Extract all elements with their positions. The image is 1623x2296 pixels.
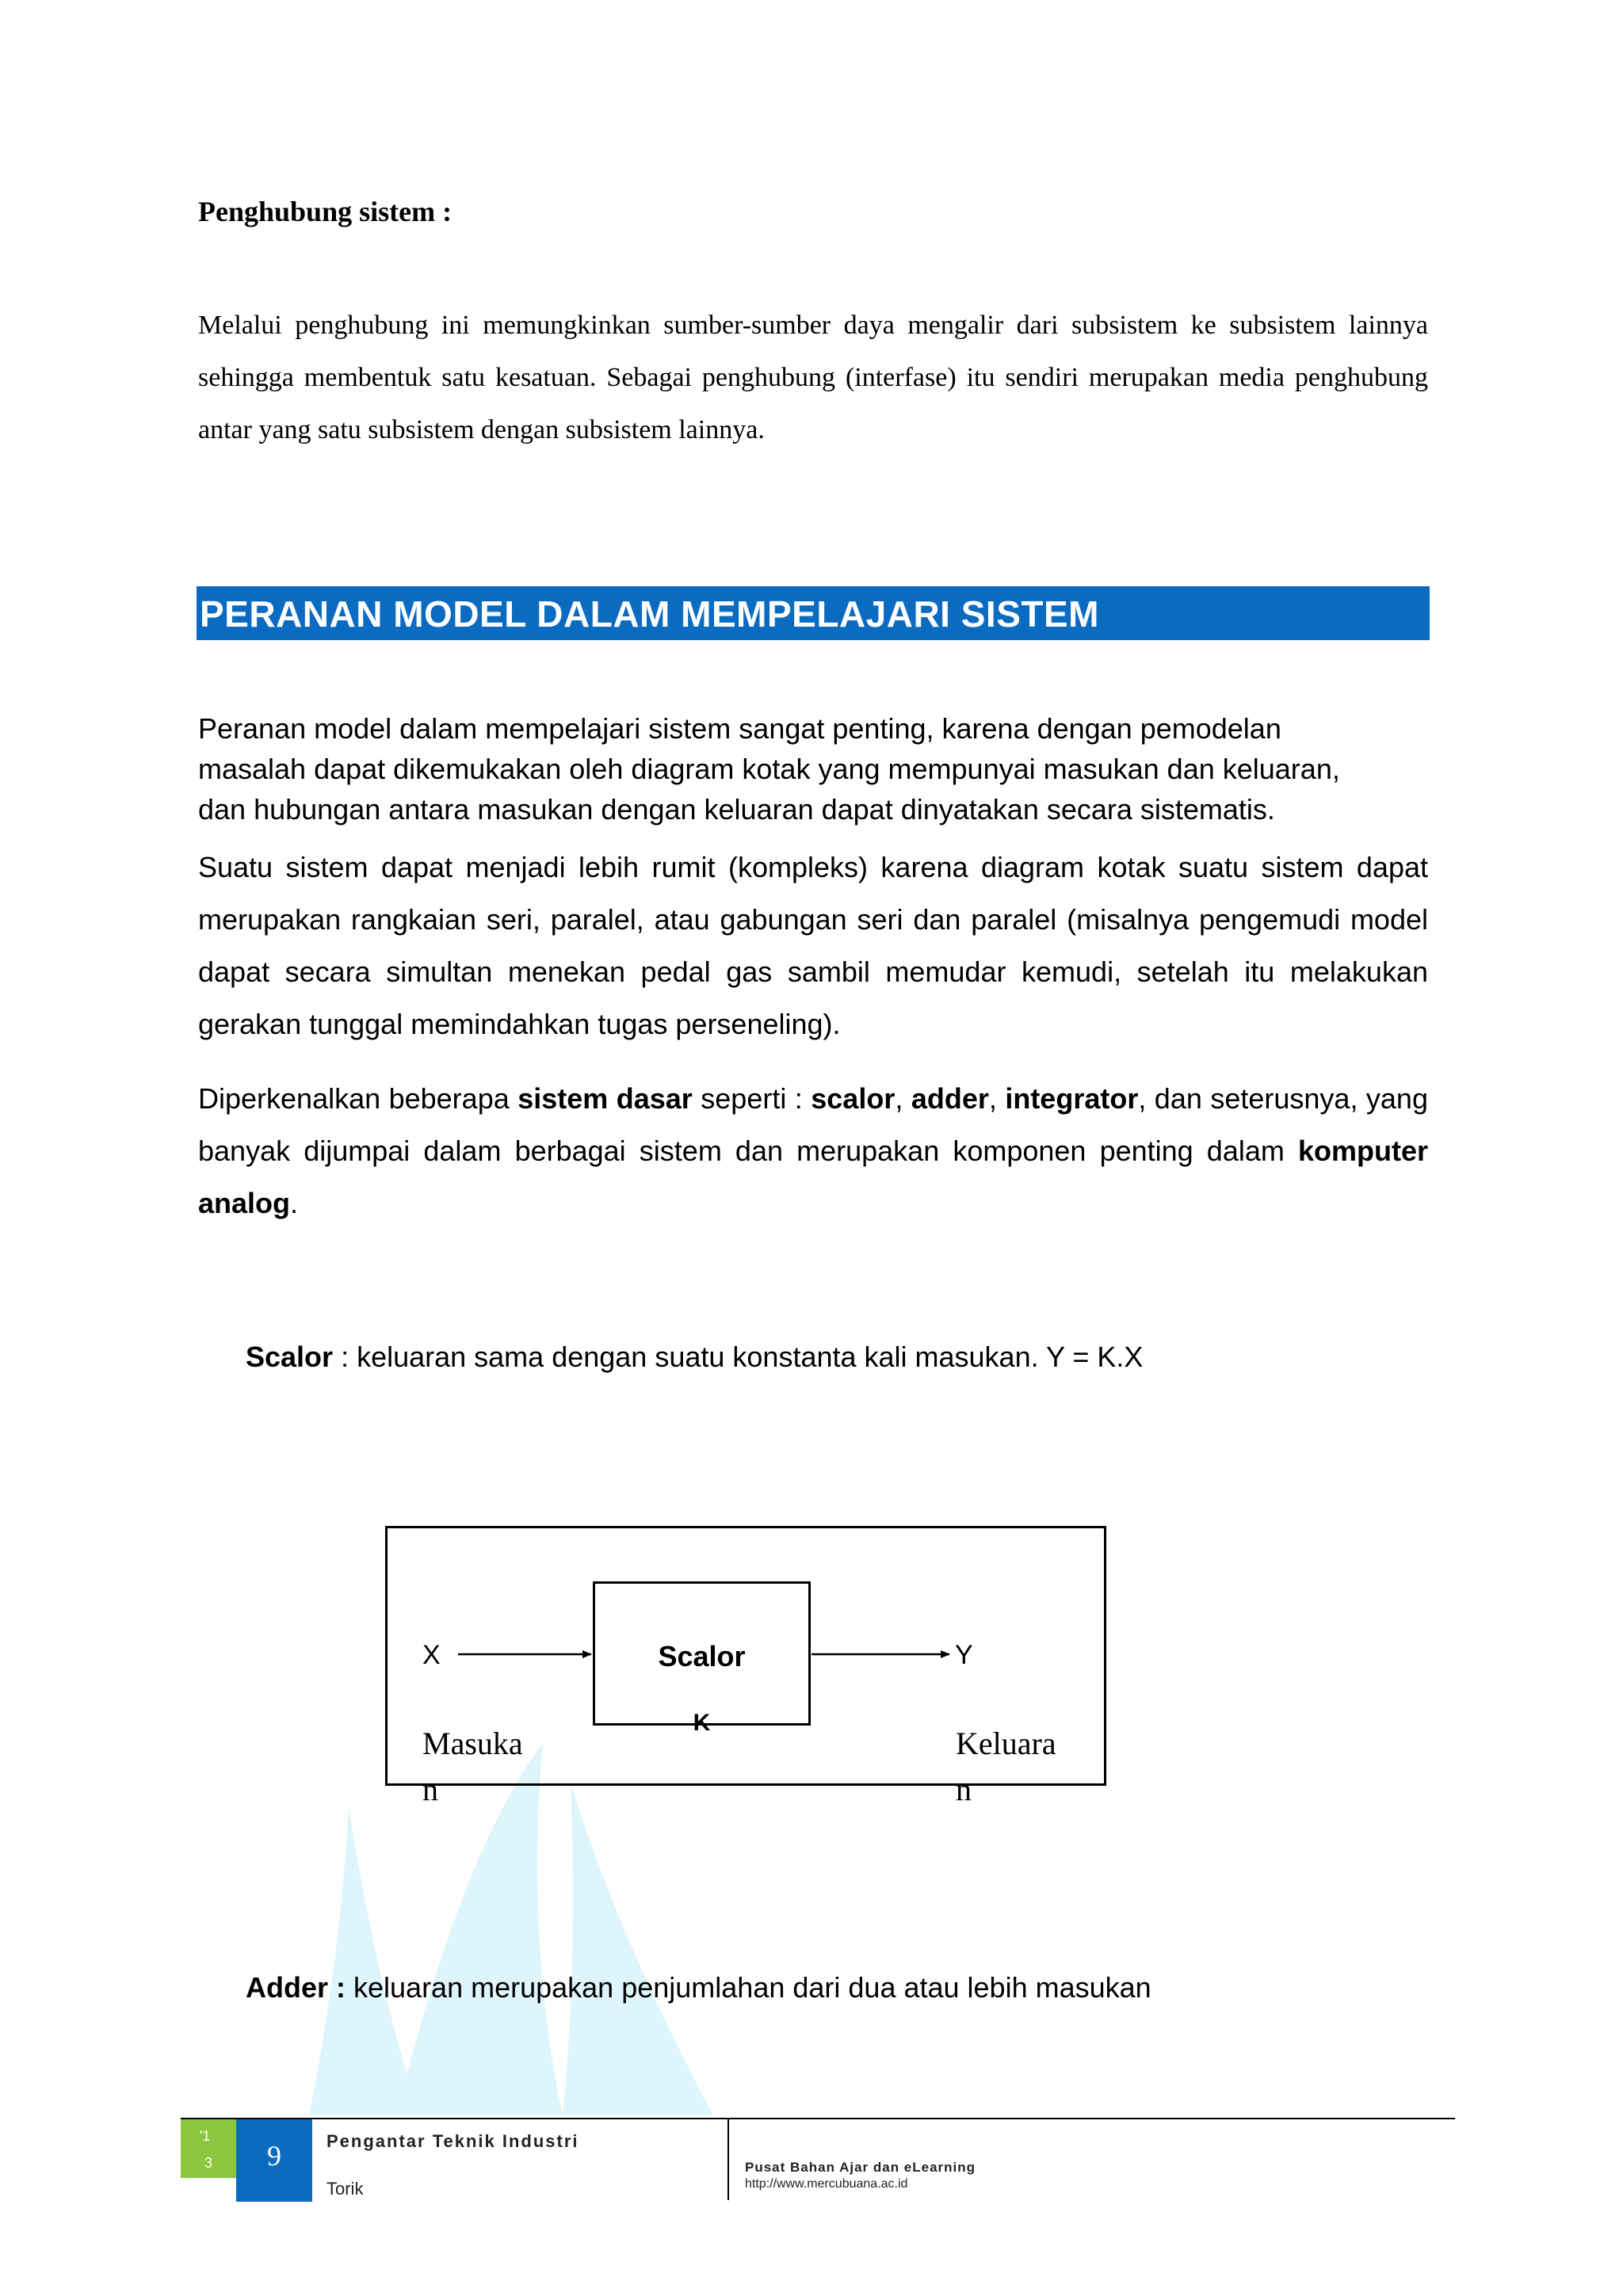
scalor-text: : keluaran sama dengan suatu konstanta kali masukan. Y = K.X [333, 1341, 1144, 1373]
bold-term-scalor: scalor [811, 1082, 896, 1115]
bold-term-integrator: integrator [1005, 1082, 1139, 1115]
text-run: seperti : [692, 1082, 812, 1115]
scalor-block-label: Scalor [658, 1640, 746, 1672]
adder-definition [246, 1971, 1151, 2004]
input-label: Masuka n [422, 1726, 523, 1807]
output-symbol: Y [955, 1640, 973, 1670]
text-run: Diperkenalkan beberapa [198, 1082, 518, 1115]
paragraph-peranan-model [198, 708, 1434, 830]
scalor-definition [246, 1341, 1143, 1374]
adder-text: keluaran merupakan penjumlahan dari dua atau lebih masukan [346, 1971, 1151, 2004]
paragraph-line: masalah dapat dikemukakan oleh diagram kotak yang mempunyai masukan dan keluaran, [198, 753, 1340, 785]
text-run: , [988, 1082, 1006, 1115]
section-heading: PERANAN MODEL DALAM MEMPELAJARI SISTEM [200, 593, 1099, 635]
footer-rule [181, 2118, 1455, 2119]
bold-term-adder: adder [911, 1082, 989, 1115]
paragraph-sistem-dasar [198, 1073, 1428, 1230]
bold-term-komputer-analog: komputer analog [198, 1135, 1428, 1219]
adder-term: Adder : [246, 1971, 346, 2004]
scalor-constant-label: K [693, 1710, 711, 1736]
footer-year-top: '1 [200, 2128, 211, 2144]
footer-author: Torik [327, 2179, 364, 2199]
paragraph-line: dan hubungan antara masukan dengan keluaran dapat dinyatakan secara sistematis. [198, 793, 1275, 826]
scalor-term: Scalor [246, 1341, 334, 1373]
text-run: . [290, 1187, 299, 1219]
text-run: , dan seterusnya, yang banyak dijumpai dalam berbagai sistem dan merupakan komponen penting dalam [198, 1082, 1428, 1167]
paragraph-penghubung: Melalui penghubung ini memungkinkan sumber-sumber daya mengalir dari subsistem ke subsistem lainnya sehingga membentuk satu kesatuan. Sebagai penghubung (interfase) itu sendiri merupakan media penghubung antar yang satu subsistem dengan subsistem lainnya. [198, 311, 1428, 444]
text-run: , [895, 1082, 911, 1115]
section-subtitle: Penghubung sistem : [198, 196, 453, 227]
footer-url: http://www.mercubuana.ac.id [745, 2177, 908, 2191]
page-number: 9 [267, 2140, 281, 2172]
input-symbol: X [422, 1640, 441, 1670]
paragraph-line: Peranan model dalam mempelajari sistem sangat penting, karena dengan pemodelan [198, 712, 1281, 745]
footer-year-bottom: 3 [204, 2155, 213, 2171]
footer-center-name: Pusat Bahan Ajar dan eLearning [745, 2160, 976, 2175]
paragraph-sistem-rumit: Suatu sistem dapat menjadi lebih rumit (kompleks) karena diagram kotak suatu sistem dapat merupakan rangkaian seri, paralel, atau gabungan seri dan paralel (misalnya pengemudi model dapat secara simultan menekan pedal gas sambil memudar kemudi, setelah itu melakukan gerakan tunggal memindahkan tugas perseneling). [198, 851, 1428, 1040]
footer-divider [727, 2118, 729, 2200]
output-label: Keluara n [956, 1726, 1056, 1807]
footer-course-title: Pengantar Teknik Industri [327, 2131, 579, 2151]
bold-term-sistem-dasar: sistem dasar [517, 1082, 693, 1115]
